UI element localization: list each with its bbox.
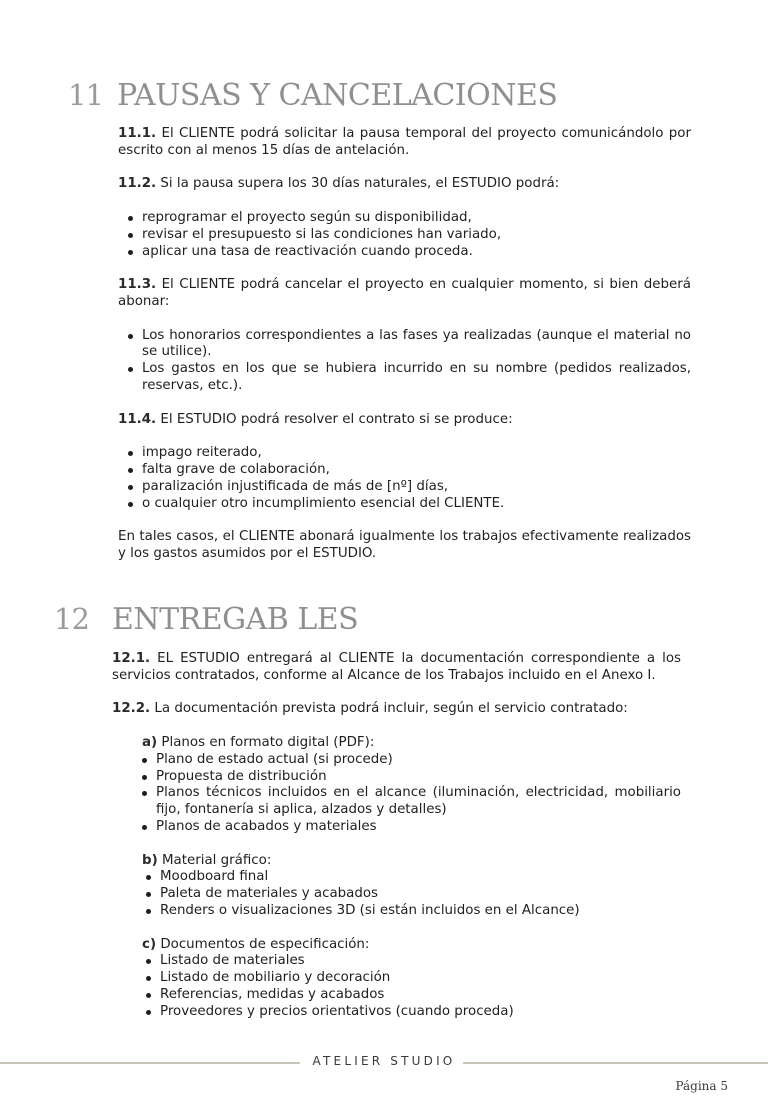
list-item: Plano de estado actual (si procede) [132,752,681,769]
list-item: Proveedores y precios orientativos (cuando proceda) [136,1004,681,1021]
section-11 [0,78,768,126]
section-12 [0,602,768,650]
clause-label: 11.2. [118,176,157,192]
list-item: paralización injustificada de más de [nº] días, [118,479,691,496]
deliverable-group-b [112,853,681,920]
list-item: Renders o visualizaciones 3D (si están incluidos en el Alcance) [136,903,681,920]
list-item: aplicar una tasa de reactivación cuando proceda. [118,244,691,261]
list-item: Planos de acabados y materiales [132,819,681,836]
bullet-list [136,869,681,919]
section-12-heading [0,602,768,650]
list-item: Listado de mobiliario y decoración [136,970,681,987]
list-item: Referencias, medidas y acabados [136,987,681,1004]
clause-label: 12.2. [112,701,151,717]
clause-label: 11.3. [118,277,157,293]
deliverable-group-c [112,937,681,1021]
footer-brand: ATELIER STUDIO [312,1054,456,1068]
group-label: b) [142,852,158,868]
clause-text: El CLIENTE podrá cancelar el proyecto en cualquier momento, si bien deberá abonar: [118,277,691,309]
list-item: impago reiterado, [118,445,691,462]
clause-text: La documentación prevista podrá incluir, según el servicio contratado: [150,701,628,717]
list-item: Moodboard final [136,869,681,886]
clause-label: 12.1. [112,651,151,666]
list-item: revisar el presupuesto si las condiciones han variado, [118,227,691,244]
list-item: reprogramar el proyecto según su disponibilidad, [118,210,691,227]
paragraph [112,651,681,685]
group-heading [142,853,681,870]
list-item: Listado de materiales [136,953,681,970]
clause-label: 11.4. [118,411,157,427]
list-item: falta grave de colaboración, [118,462,691,479]
deliverable-group-a [112,735,681,836]
clause-text: Si la pausa supera los 30 días naturales, el ESTUDIO podrá: [156,176,560,192]
section-11-body [118,126,691,563]
bullet-list [118,445,691,512]
list-item: o cualquier otro incumplimiento esencial del CLIENTE. [118,496,691,513]
group-text: Material gráfico: [157,852,272,868]
clause-label: 11.1. [118,126,157,141]
clause-text: El CLIENTE podrá solicitar la pausa temporal del proyecto comunicándolo por escrito con al menos 15 días de antelación. [118,126,691,158]
group-label: a) [142,734,158,750]
list-item: Planos técnicos incluidos en el alcance (iluminación, electricidad, mobiliario fijo, fontanería si aplica, alzados y detalles) [132,785,681,819]
section-12-body [112,651,681,1021]
bullet-list [132,752,681,836]
paragraph [118,126,691,160]
list-item: Los honorarios correspondientes a las fases ya realizadas (aunque el material no se utilice). [118,328,691,362]
clause-text: El ESTUDIO podrá resolver el contrato si se produce: [156,411,513,427]
list-item: Paleta de materiales y acabados [136,886,681,903]
section-title: PAUSAS Y CANCELACIONES [117,78,558,113]
paragraph [118,176,691,193]
section-11-heading [0,78,768,126]
group-heading [142,937,681,954]
group-label: c) [142,936,157,952]
list-item: Los gastos en los que se hubiera incurrido en su nombre (pedidos realizados, reservas, etc.). [118,361,691,395]
list-item: Propuesta de distribución [132,769,681,786]
section-number: 12 [54,602,89,636]
group-text: Documentos de especificación: [156,936,370,952]
section-title: ENTREGAB LES [112,602,359,637]
paragraph [112,701,681,718]
page-number: Página 5 [675,1079,728,1093]
group-heading [142,735,681,752]
paragraph [118,412,691,429]
paragraph: En tales casos, el CLIENTE abonará igualmente los trabajos efectivamente realizados y los gastos asumidos por el ESTUDIO. [118,529,691,561]
paragraph [118,277,691,311]
clause-text: EL ESTUDIO entregará al CLIENTE la documentación correspondiente a los servicios contratados, conforme al Alcance de los Trabajos incluido en el Anexo I. [112,651,681,683]
bullet-list [136,953,681,1020]
section-number: 11 [68,78,103,112]
group-text: Planos en formato digital (PDF): [157,734,375,750]
bullet-list [118,328,691,395]
bullet-list [118,210,691,260]
